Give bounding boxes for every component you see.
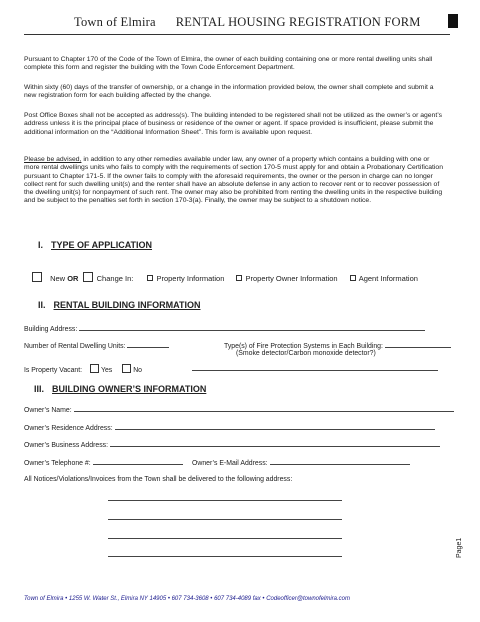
- change-in-label: Change In:: [96, 274, 134, 283]
- new-checkbox[interactable]: [32, 272, 42, 282]
- new-label: New: [50, 274, 66, 283]
- notices-label: All Notices/Violations/Invoices from the Town shall be delivered to the following address:: [24, 476, 293, 483]
- notice-address-line-1[interactable]: [108, 500, 342, 501]
- change-checkbox[interactable]: [83, 272, 93, 282]
- building-address-row: [24, 324, 425, 333]
- owner-name-field[interactable]: [74, 405, 454, 412]
- intro-paragraph-2: Within sixty (60) days of the transfer of ownership, or a change in the information provided below, the owner shall complete and submit a new registration form for each building affected by the change.: [24, 84, 434, 100]
- num-units-label: Number of Rental Dwelling Units:: [24, 343, 126, 350]
- form-title: Town of Elmira RENTAL HOUSING REGISTRATION FORM: [74, 15, 421, 29]
- telephone-label: Owner’s Telephone #:: [24, 460, 91, 467]
- intro-paragraph-1: Pursuant to Chapter 170 of the Code of the Town of Elmira, the owner of each building containing one or more rental dwelling units shall complete this form and register the building with the Town Code Enforcement Department.: [24, 56, 433, 72]
- email-row: [192, 458, 410, 467]
- option-property-info[interactable]: Property Information: [147, 274, 224, 283]
- residence-address-row: [24, 423, 435, 432]
- email-label: Owner’s E-Mail Address:: [192, 460, 268, 467]
- vacant-notes-field[interactable]: [192, 370, 438, 371]
- advisory-text: in addition to any other remedies available under law, any owner of a property which contains a building with one or more rental dwellings units who fails to comply with the requirements of section 170-5 must apply for and obtain a Probationary Certification pursuant to Chapter 171-5. If the owner fails to comply with the aforesaid requirements, the owner or the person in charge can no longer collect rent for such dwelling unit(s) and the renter shall have an absolute defense in any action to recover rent or to recover possession of the dwelling unit(s) for nonpayment of such rent. The owner may also be prohibited from renting the dwelling units in the respective building and be subject to the penalties set forth in section 170-3(a). Finally, the owner may be subject to a shutdown notice.: [24, 156, 443, 205]
- footer-contact: Town of Elmira • 1255 W. Water St., Elmira NY 14905 • 607 734-3608 • 607 734-4089 fax • Codeofficer@townofelmira.com: [24, 596, 350, 602]
- telephone-row: [24, 458, 183, 467]
- fire-protection-field[interactable]: [385, 341, 451, 348]
- vacant-no-label: No: [133, 367, 142, 374]
- form-header: [24, 12, 450, 35]
- residence-address-field[interactable]: [115, 423, 435, 430]
- notice-address-line-2[interactable]: [108, 519, 342, 520]
- intro-paragraph-4: [24, 156, 444, 206]
- or-label: OR: [67, 274, 79, 283]
- building-address-label: Building Address:: [24, 326, 78, 333]
- num-units-row: [24, 341, 169, 350]
- business-address-row: [24, 440, 440, 449]
- option-owner-info[interactable]: Property Owner Information: [236, 274, 337, 283]
- intro-paragraph-3: Post Office Boxes shall not be accepted as address(s). The building intended to be registered shall not be utilized as the owner’s or agent’s address unless it is the principal place of business or residence of the owner or agent. If space provided is insufficient, please submit the additional information on the “Additional Information Sheet”. This form is available upon request.: [24, 112, 443, 136]
- vacant-yes-label: Yes: [101, 367, 113, 374]
- section-3-heading: III. BUILDING OWNER’S INFORMATION: [34, 384, 207, 394]
- notice-address-line-4[interactable]: [108, 556, 342, 557]
- advisory-lead: Please be advised,: [24, 156, 82, 163]
- option-agent-info[interactable]: Agent Information: [350, 274, 418, 283]
- owner-name-row: [24, 405, 454, 414]
- notice-address-line-3[interactable]: [108, 538, 342, 539]
- owner-name-label: Owner’s Name:: [24, 407, 72, 414]
- email-field[interactable]: [270, 458, 410, 465]
- residence-address-label: Owner’s Residence Address:: [24, 425, 113, 432]
- fire-protection-sublabel: (Smoke detector/Carbon monoxide detector?): [236, 350, 376, 357]
- business-address-field[interactable]: [110, 440, 440, 447]
- vacant-label: Is Property Vacant:: [24, 367, 83, 374]
- application-type-row: [32, 272, 418, 283]
- vacant-yes-checkbox[interactable]: [90, 364, 99, 373]
- section-1-heading: I. TYPE OF APPLICATION: [38, 240, 153, 250]
- num-units-field[interactable]: [127, 341, 169, 348]
- business-address-label: Owner’s Business Address:: [24, 442, 109, 449]
- fire-protection-row: [224, 341, 451, 350]
- building-address-field[interactable]: [79, 324, 425, 331]
- corner-marker: [448, 14, 458, 28]
- vacant-no-checkbox[interactable]: [122, 364, 131, 373]
- vacant-row: [24, 364, 142, 374]
- page-number: Page1: [456, 537, 463, 558]
- section-2-heading: II. RENTAL BUILDING INFORMATION: [38, 300, 201, 310]
- telephone-field[interactable]: [93, 458, 183, 465]
- fire-protection-label: Type(s) of Fire Protection Systems in Each Building:: [224, 343, 383, 350]
